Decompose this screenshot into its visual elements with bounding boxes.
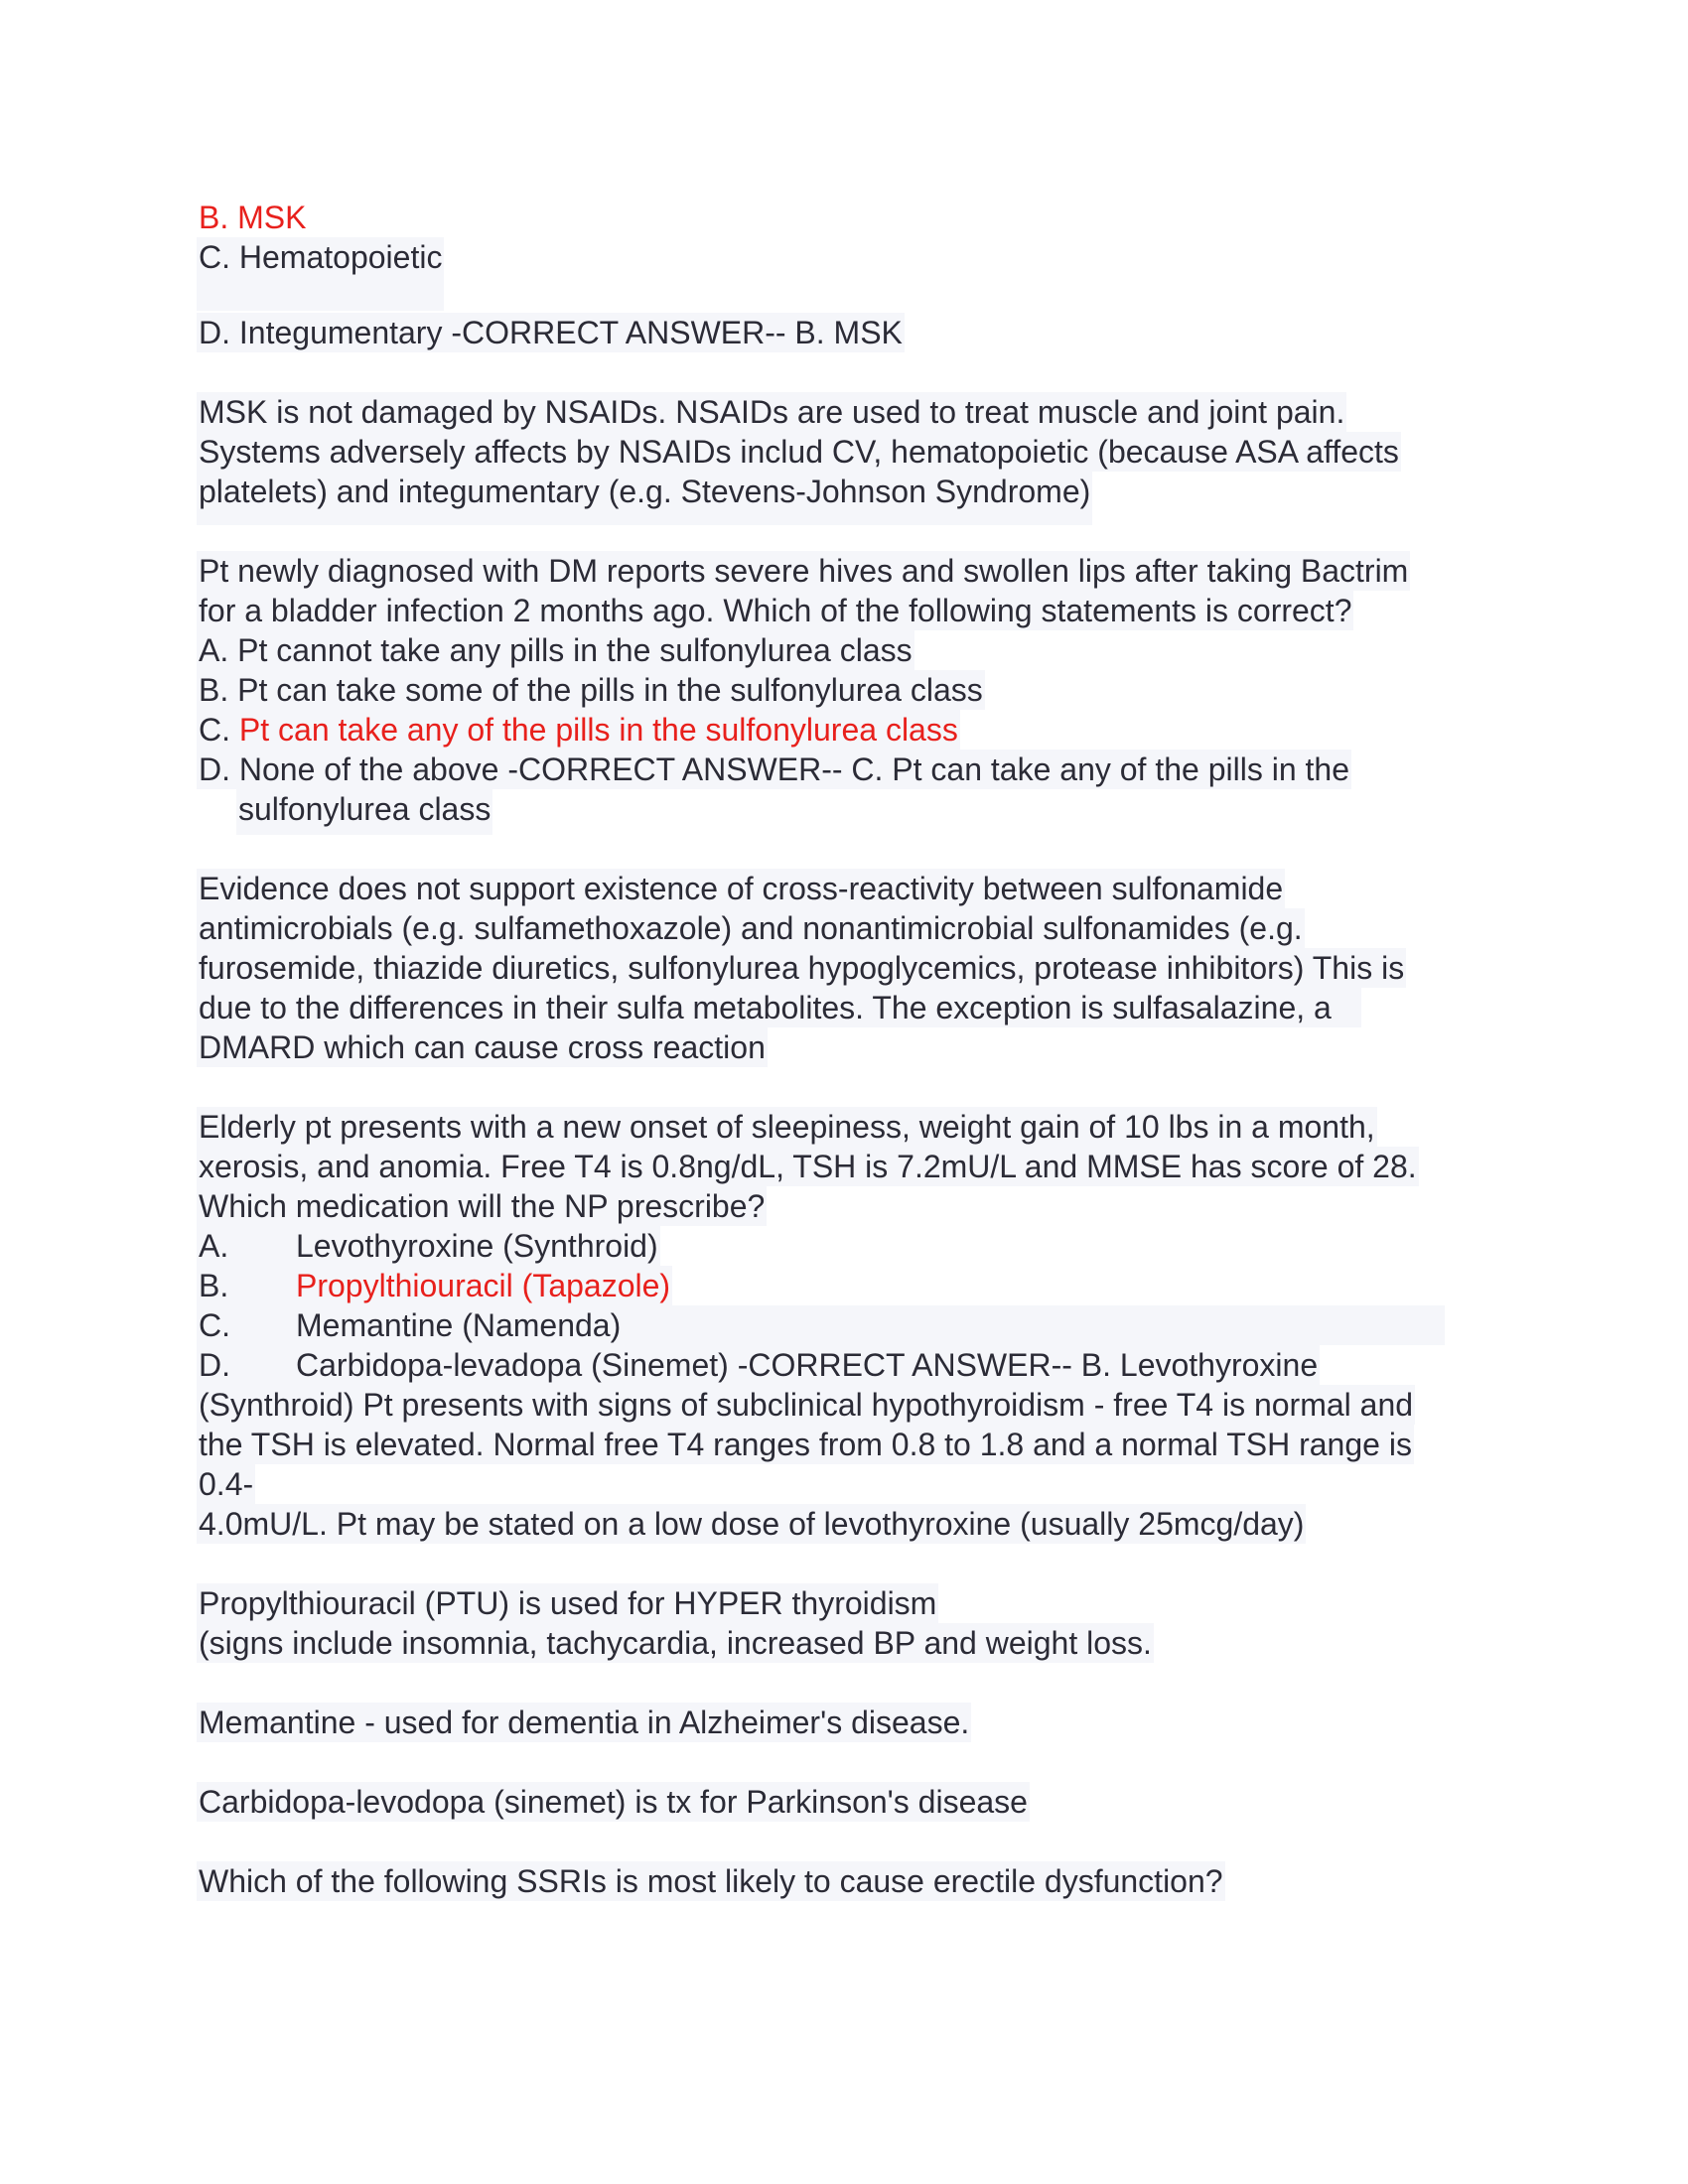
option-b: B. Pt can take some of the pills in the sulfonylurea class — [199, 672, 983, 708]
option-letter: D. — [199, 1347, 230, 1383]
option-text-highlighted: Propylthiouracil (Tapazole) — [296, 1268, 671, 1303]
question-line: Elderly pt presents with a new onset of sleepiness, weight gain of 10 lbs in a month, — [199, 1109, 1375, 1145]
question-line: Which of the following SSRIs is most likely to cause erectile dysfunction? — [199, 1863, 1223, 1899]
question-line: Which medication will the NP prescribe? — [199, 1188, 766, 1224]
option-text: Memantine (Namenda) — [296, 1307, 622, 1343]
rationale-line: antimicrobials (e.g. sulfamethoxazole) and nonantimicrobial sulfonamides (e.g. — [199, 910, 1303, 946]
option-row — [197, 1266, 672, 1305]
option-text: Carbidopa-levadopa (Sinemet) -CORRECT ANSWER-- B. Levothyroxine — [296, 1347, 1319, 1383]
question-line: xerosis, and anomia. Free T4 is 0.8ng/dL, TSH is 7.2mU/L and MMSE has score of 28. — [199, 1149, 1417, 1184]
option-d-answer: D. None of the above -CORRECT ANSWER-- C. Pt can take any of the pills in the — [199, 751, 1349, 787]
rationale-line: Evidence does not support existence of cross-reactivity between sulfonamide — [199, 871, 1284, 906]
rationale-line: DMARD which can cause cross reaction — [199, 1029, 766, 1065]
ptu-line: Propylthiouracil (PTU) is used for HYPER thyroidism — [199, 1585, 937, 1621]
option-c-correct-text: Pt can take any of the pills in the sulfonylurea class — [238, 712, 958, 748]
ptu-line: (signs include insomnia, tachycardia, increased BP and weight loss. — [199, 1625, 1152, 1661]
option-row — [197, 1345, 1320, 1385]
option-row — [197, 1226, 660, 1266]
rationale-line: (Synthroid) Pt presents with signs of subclinical hypothyroidism - free T4 is normal and — [199, 1387, 1414, 1423]
option-text: Levothyroxine (Synthroid) — [296, 1228, 658, 1264]
option-d-answer: D. Integumentary -CORRECT ANSWER-- B. MSK — [199, 315, 903, 350]
question-line: Pt newly diagnosed with DM reports severe hives and swollen lips after taking Bactrim — [199, 553, 1409, 589]
carbidopa-line: Carbidopa-levodopa (sinemet) is tx for Parkinson's disease — [199, 1784, 1028, 1820]
rationale-line: furosemide, thiazide diuretics, sulfonylurea hypoglycemics, protease inhibitors) This is — [199, 950, 1405, 986]
option-letter: B. — [199, 1268, 229, 1303]
option-c-hematopoietic: C. Hematopoietic — [197, 237, 444, 311]
question-line: for a bladder infection 2 months ago. Which of the following statements is correct? — [199, 593, 1352, 628]
rationale-line: Systems adversely affects by NSAIDs includ CV, hematopoietic (because ASA affects — [199, 434, 1399, 470]
rationale-line: MSK is not damaged by NSAIDs. NSAIDs are used to treat muscle and joint pain. — [199, 394, 1345, 430]
option-letter: A. — [199, 1228, 229, 1264]
rationale-line: the TSH is elevated. Normal free T4 ranges from 0.8 to 1.8 and a normal TSH range is — [199, 1427, 1412, 1462]
option-c-prefix: C. — [199, 712, 239, 748]
option-row — [197, 1305, 1445, 1345]
memantine-line: Memantine - used for dementia in Alzheimer's disease. — [199, 1705, 970, 1740]
rationale-line: 0.4- — [199, 1466, 254, 1502]
option-a: A. Pt cannot take any pills in the sulfonylurea class — [199, 632, 913, 668]
option-d-answer-cont: sulfonylurea class — [236, 789, 492, 835]
option-c — [197, 710, 960, 750]
option-b-msk: B. MSK — [199, 200, 307, 235]
rationale-line: due to the differences in their sulfa metabolites. The exception is sulfasalazine, a — [197, 988, 1361, 1027]
option-letter: C. — [199, 1307, 230, 1343]
rationale-line: platelets) and integumentary (e.g. Stevens-Johnson Syndrome) — [197, 472, 1092, 525]
rationale-line: 4.0mU/L. Pt may be stated on a low dose of levothyroxine (usually 25mcg/day) — [199, 1506, 1305, 1542]
